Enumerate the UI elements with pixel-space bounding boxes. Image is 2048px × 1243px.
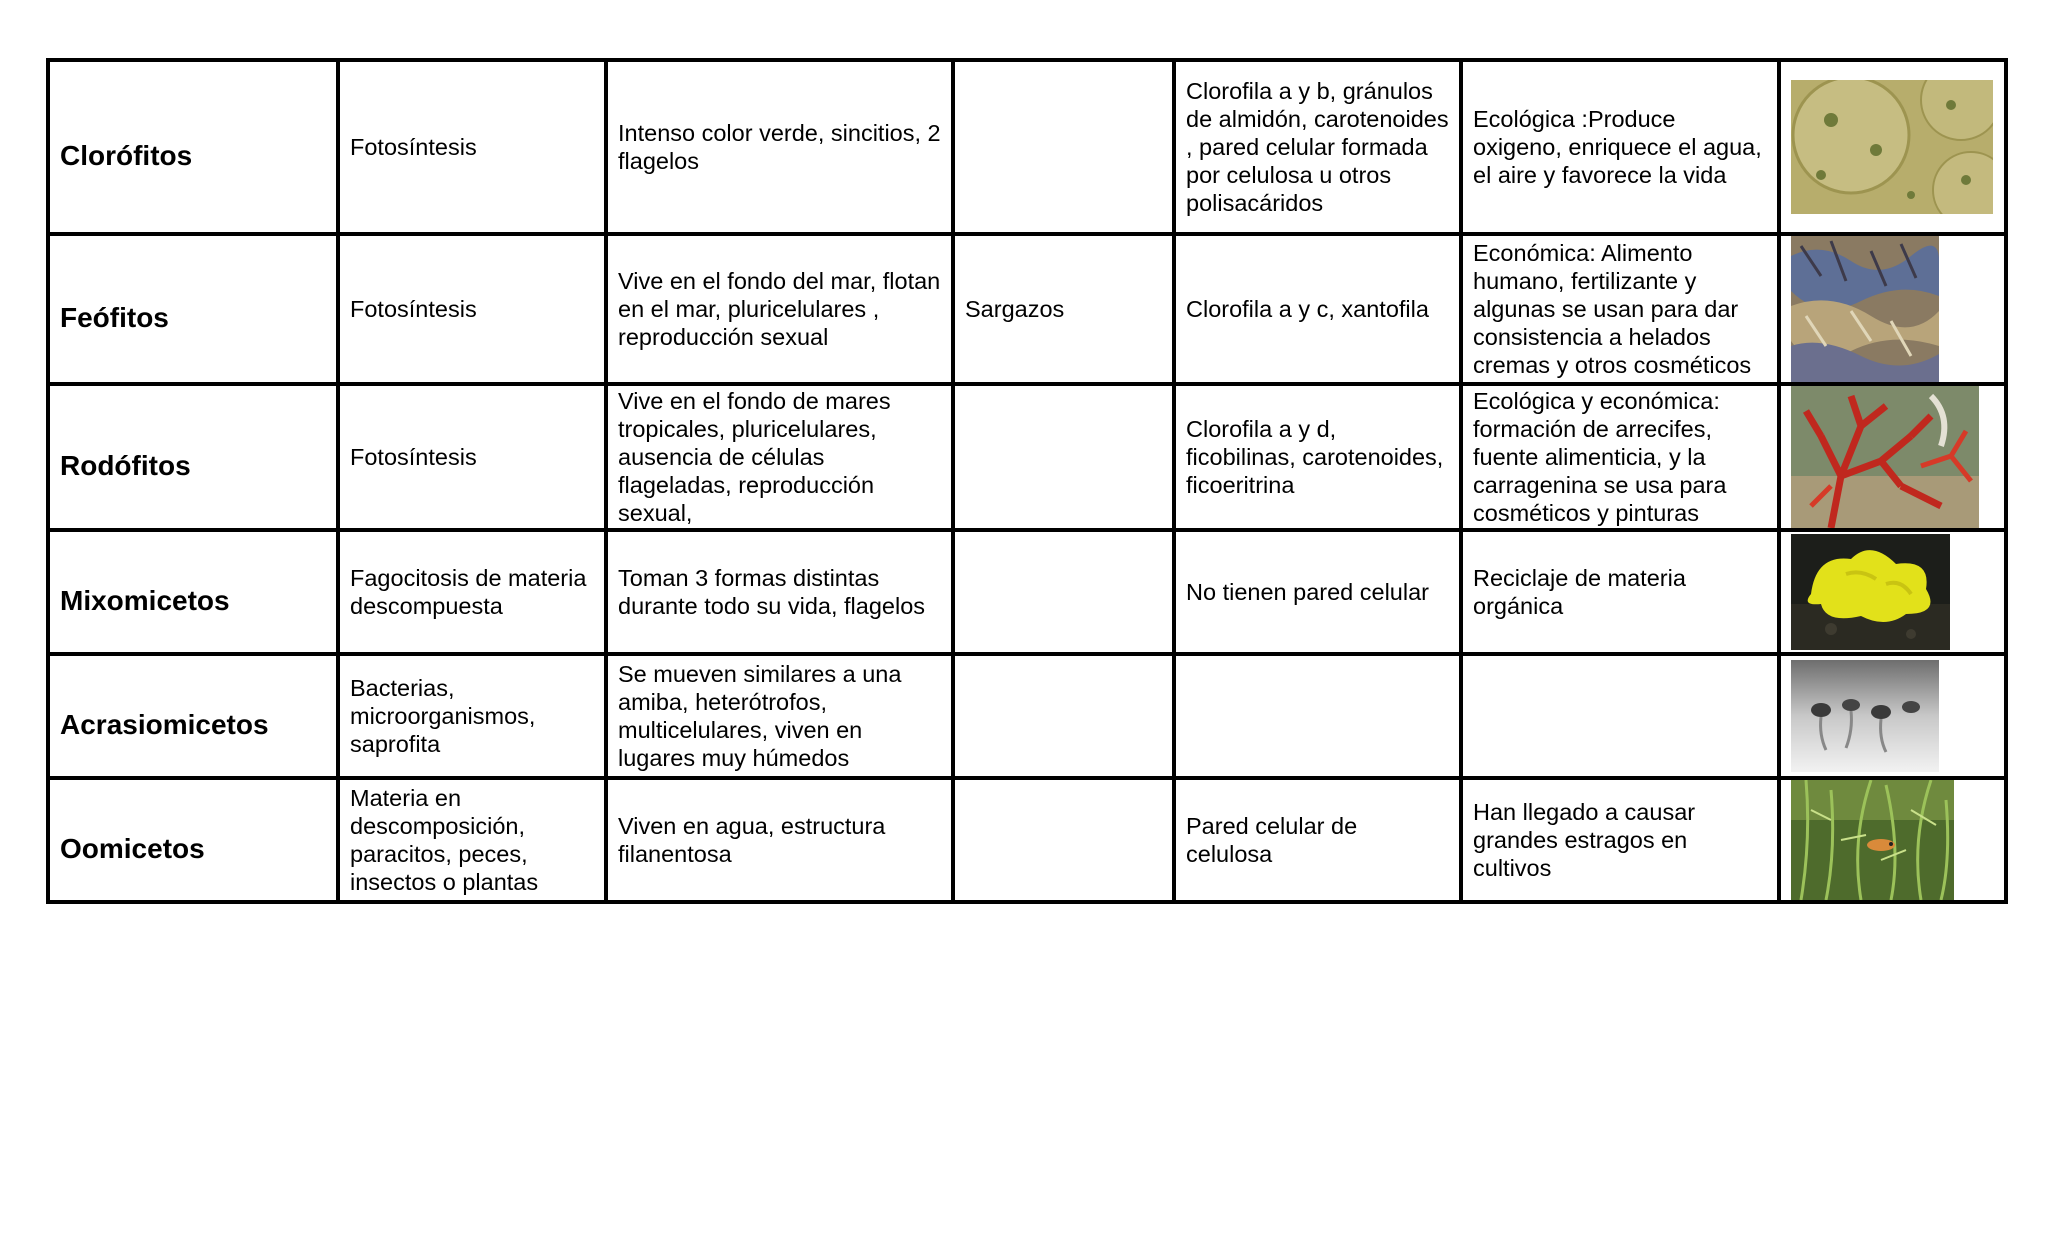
nutrition-cell: Fotosíntesis [338, 384, 606, 530]
example-cell [953, 778, 1174, 902]
characteristics-cell: Viven en agua, estructura filanentosa [606, 778, 953, 902]
characteristics-cell: Se mueven similares a una amiba, heterótrofos, multicelulares, viven en lugares muy húmedos [606, 654, 953, 778]
table-row [48, 384, 2006, 530]
example-cell [953, 654, 1174, 778]
importance-cell: Ecológica :Produce oxigeno, enriquece el agua, el aire y favorece la vida [1461, 60, 1779, 234]
pigments-cell: No tienen pared celular [1174, 530, 1461, 654]
row-name: Feófitos [48, 234, 338, 384]
cellular-slime-mold-photo [1791, 660, 1994, 772]
row-name: Acrasiomicetos [48, 654, 338, 778]
characteristics-cell: Toman 3 formas distintas durante todo su vida, flagelos [606, 530, 953, 654]
example-cell: Sargazos [953, 234, 1174, 384]
importance-cell: Reciclaje de materia orgánica [1461, 530, 1779, 654]
row-name: Clorófitos [48, 60, 338, 234]
row-name: Mixomicetos [48, 530, 338, 654]
nutrition-cell: Fotosíntesis [338, 234, 606, 384]
nutrition-cell: Fotosíntesis [338, 60, 606, 234]
green-algae-colony-photo [1791, 80, 1994, 214]
characteristics-cell: Vive en el fondo del mar, flotan en el mar, pluricelulares , reproducción sexual [606, 234, 953, 384]
water-mold-photo [1791, 780, 1994, 900]
importance-cell: Han llegado a causar grandes estragos en cultivos [1461, 778, 1779, 902]
example-cell [953, 60, 1174, 234]
table-row [48, 60, 2006, 234]
example-cell [953, 384, 1174, 530]
table-row [48, 778, 2006, 902]
pigments-cell: Clorofila a y d, ficobilinas, carotenoides, ficoeritrina [1174, 384, 1461, 530]
brown-seaweed-photo [1791, 236, 1994, 382]
characteristics-cell: Intenso color verde, sincitios, 2 flagelos [606, 60, 953, 234]
pigments-cell: Pared celular de celulosa [1174, 778, 1461, 902]
row-name: Oomicetos [48, 778, 338, 902]
red-algae-photo [1791, 386, 1994, 528]
yellow-slime-mold-photo [1791, 534, 1994, 650]
nutrition-cell: Bacterias, microorganismos, saprofita [338, 654, 606, 778]
pigments-cell: Clorofila a y c, xantofila [1174, 234, 1461, 384]
table-row [48, 234, 2006, 384]
table-row [48, 654, 2006, 778]
importance-cell [1461, 654, 1779, 778]
importance-cell: Ecológica y económica: formación de arrecifes, fuente alimenticia, y la carragenina se usa para cosméticos y pinturas [1461, 384, 1779, 530]
table-row [48, 530, 2006, 654]
nutrition-cell: Materia en descomposición, paracitos, peces, insectos o plantas [338, 778, 606, 902]
characteristics-cell: Vive en el fondo de mares tropicales, pluricelulares, ausencia de células flageladas, reproducción sexual, [606, 384, 953, 530]
importance-cell: Económica: Alimento humano, fertilizante y algunas se usan para dar consistencia a helados cremas y otros cosméticos [1461, 234, 1779, 384]
example-cell [953, 530, 1174, 654]
pigments-cell [1174, 654, 1461, 778]
nutrition-cell: Fagocitosis de materia descompuesta [338, 530, 606, 654]
classification-table [46, 58, 2008, 904]
row-name: Rodófitos [48, 384, 338, 530]
pigments-cell: Clorofila a y b, gránulos de almidón, carotenoides , pared celular formada por celulosa u otros polisacáridos [1174, 60, 1461, 234]
